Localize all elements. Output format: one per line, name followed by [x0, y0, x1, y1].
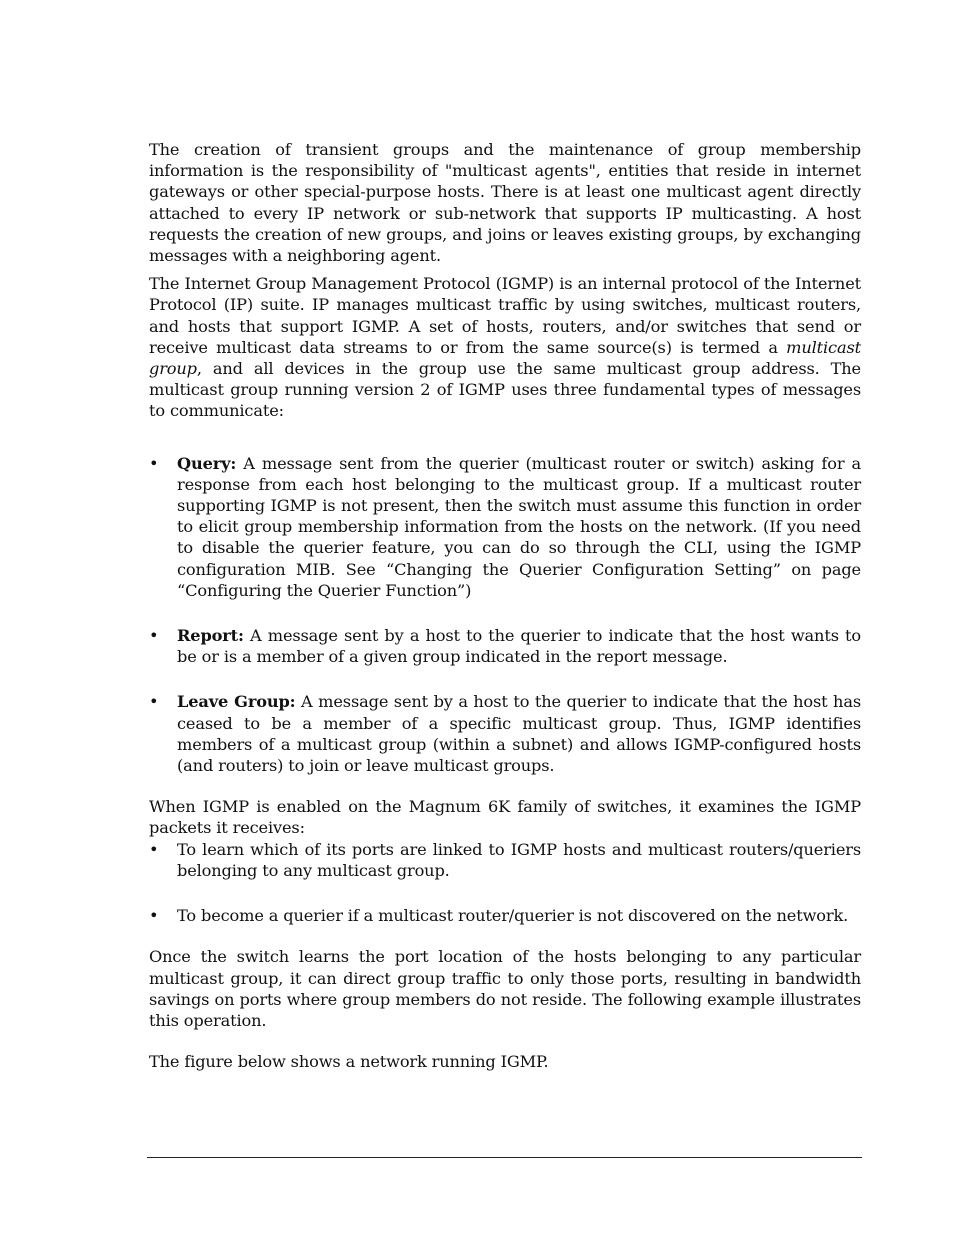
paragraph-igmp-overview — [149, 273, 861, 421]
term-leave-group: Leave Group: — [177, 692, 296, 712]
list-item-become-querier: • To become a querier if a multicast router/querier is not discovered on the network. — [149, 905, 861, 926]
paragraph-igmp-enabled: When IGMP is enabled on the Magnum 6K family of switches, it examines the IGMP packets it receives: — [149, 797, 861, 838]
leave-group-description: A message sent by a host to the querier to indicate that the host has ceased to be a member of a specific multicast group. Thus, IGMP identifies members of a multicast group (within a subnet) and allows IGMP-configured hosts (and routers) to join or leave multicast groups. — [177, 692, 861, 776]
report-description: A message sent by a host to the querier to indicate that the host wants to be or is a member of a given group indicated in the report message. — [177, 626, 861, 667]
igmp-purpose-list — [149, 839, 861, 927]
term-report: Report: — [177, 626, 244, 646]
term-multicast-group: multicast group — [149, 337, 861, 379]
list-item-query — [149, 453, 861, 601]
list-item-leave-group — [149, 691, 861, 776]
term-query: Query: — [177, 453, 237, 473]
document-body — [149, 139, 861, 1072]
list-item-report — [149, 625, 861, 667]
message-types-list — [149, 453, 861, 777]
footer-divider — [147, 1157, 862, 1158]
paragraph-multicast-agents: The creation of transient groups and the maintenance of group membership information is the responsibility of "multicast agents", entities that reside in internet gateways or other special-purpose hosts. There is at least one multicast agent directly attached to every IP network or sub-network that supports IP multicasting. A host requests the creation of new groups, and joins or leaves existing groups, by exchanging messages with a neighboring agent. — [149, 140, 861, 266]
list-item-learn-ports: • To learn which of its ports are linked to IGMP hosts and multicast routers/queriers belonging to any multicast group. — [149, 839, 861, 881]
paragraph-port-learning: Once the switch learns the port location of the hosts belonging to any particular multicast group, it can direct group traffic to only those ports, resulting in bandwidth savings on ports where group members do not reside. The following example illustrates this operation. — [149, 947, 861, 1030]
paragraph-igmp-overview-end: , and all devices in the group use the same multicast group address. The multicast group running version 2 of IGMP uses three fundamental types of messages to communicate: — [149, 359, 861, 421]
paragraph-figure-intro: The figure below shows a network running IGMP. — [149, 1052, 549, 1072]
paragraph-igmp-overview-start: The Internet Group Management Protocol (IGMP) is an internal protocol of the Internet Protocol (IP) suite. IP manages multicast traffic by using switches, multicast routers, and hosts that support IGMP. A set of hosts, routers, and/or switches that send or receive multicast data streams to or from the same source(s) is termed a — [149, 274, 861, 357]
query-description: A message sent from the querier (multicast router or switch) asking for a response from each host belonging to the multicast group. If a multicast router supporting IGMP is not present, then the switch must assume this function in order to elicit group membership information from the hosts on the network. (If you need to disable the querier feature, you can do so through the CLI, using the IGMP configuration MIB. See “Changing the Querier Configuration Setting” on page “Configuring the Querier Function”) — [177, 453, 861, 600]
